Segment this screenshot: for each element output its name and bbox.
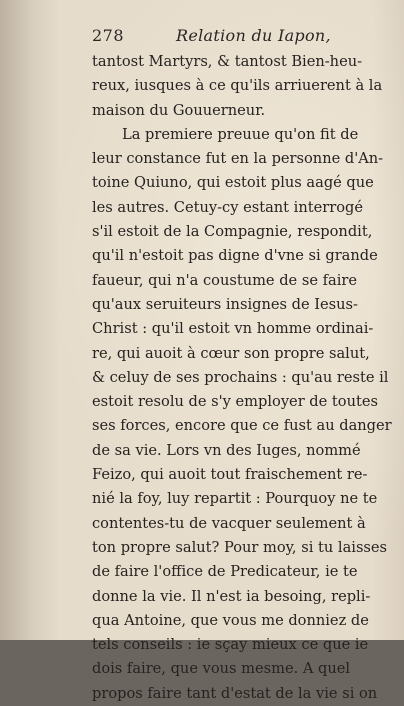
text-line: faueur, qui n'a coustume de se faire xyxy=(92,271,357,289)
text-line: les autres. Cetuy-cy estant interrogé xyxy=(92,198,363,216)
text-line: contentes-tu de vacquer seulement à xyxy=(92,514,366,532)
text-line: qu'il n'estoit pas digne d'vne si grande xyxy=(92,247,378,265)
text-line: propos faire tant d'estat de la vie si on xyxy=(92,684,378,702)
gutter-shadow xyxy=(0,0,60,640)
text-line: toine Quiuno, qui estoit plus aagé que xyxy=(92,174,374,192)
text-line: qu'aux seruiteurs insignes de Iesus- xyxy=(92,295,358,313)
text-line: Christ : qu'il estoit vn homme ordinai- xyxy=(92,320,374,338)
text-line: maison du Gouuerneur. xyxy=(92,101,266,119)
page-number: 278 xyxy=(92,26,125,45)
text-line: ton propre salut? Pour moy, si tu laisses xyxy=(92,538,388,556)
text-line: nié la foy, luy repartit : Pourquoy ne te xyxy=(92,490,378,508)
page-header xyxy=(92,26,384,50)
text-line: leur constance fut en la personne d'An- xyxy=(92,150,384,168)
text-line: Feizo, qui auoit tout fraischement re- xyxy=(92,466,368,484)
text-line: s'il estoit de la Compagnie, respondit, xyxy=(92,223,373,241)
text-line: donne la vie. Il n'est ia besoing, repli- xyxy=(92,587,371,605)
text-line: dois faire, que vous mesme. A quel xyxy=(92,660,351,678)
text-line: de faire l'office de Predicateur, ie te xyxy=(92,563,358,581)
text-line: re, qui auoit à cœur son propre salut, xyxy=(92,344,370,362)
text-line: reux, iusques à ce qu'ils arriuerent à la xyxy=(92,77,383,95)
running-title: Relation du Iapon, xyxy=(176,26,331,45)
text-line-paragraph-start: La premiere preuue qu'on fit de xyxy=(122,125,359,143)
text-line: ses forces, encore que ce fust au danger xyxy=(92,417,392,435)
text-line: estoit resolu de s'y employer de toutes xyxy=(92,393,378,411)
text-line: de sa vie. Lors vn des Iuges, nommé xyxy=(92,441,361,459)
text-line: tantost Martyrs, & tantost Bien-heu- xyxy=(92,53,363,70)
body-text xyxy=(92,50,392,706)
text-line: tels conseils : ie sçay mieux ce que ie xyxy=(92,636,369,654)
text-line: & celuy de ses prochains : qu'au reste il xyxy=(92,368,389,386)
text-line: qua Antoine, que vous me donniez de xyxy=(92,611,369,629)
